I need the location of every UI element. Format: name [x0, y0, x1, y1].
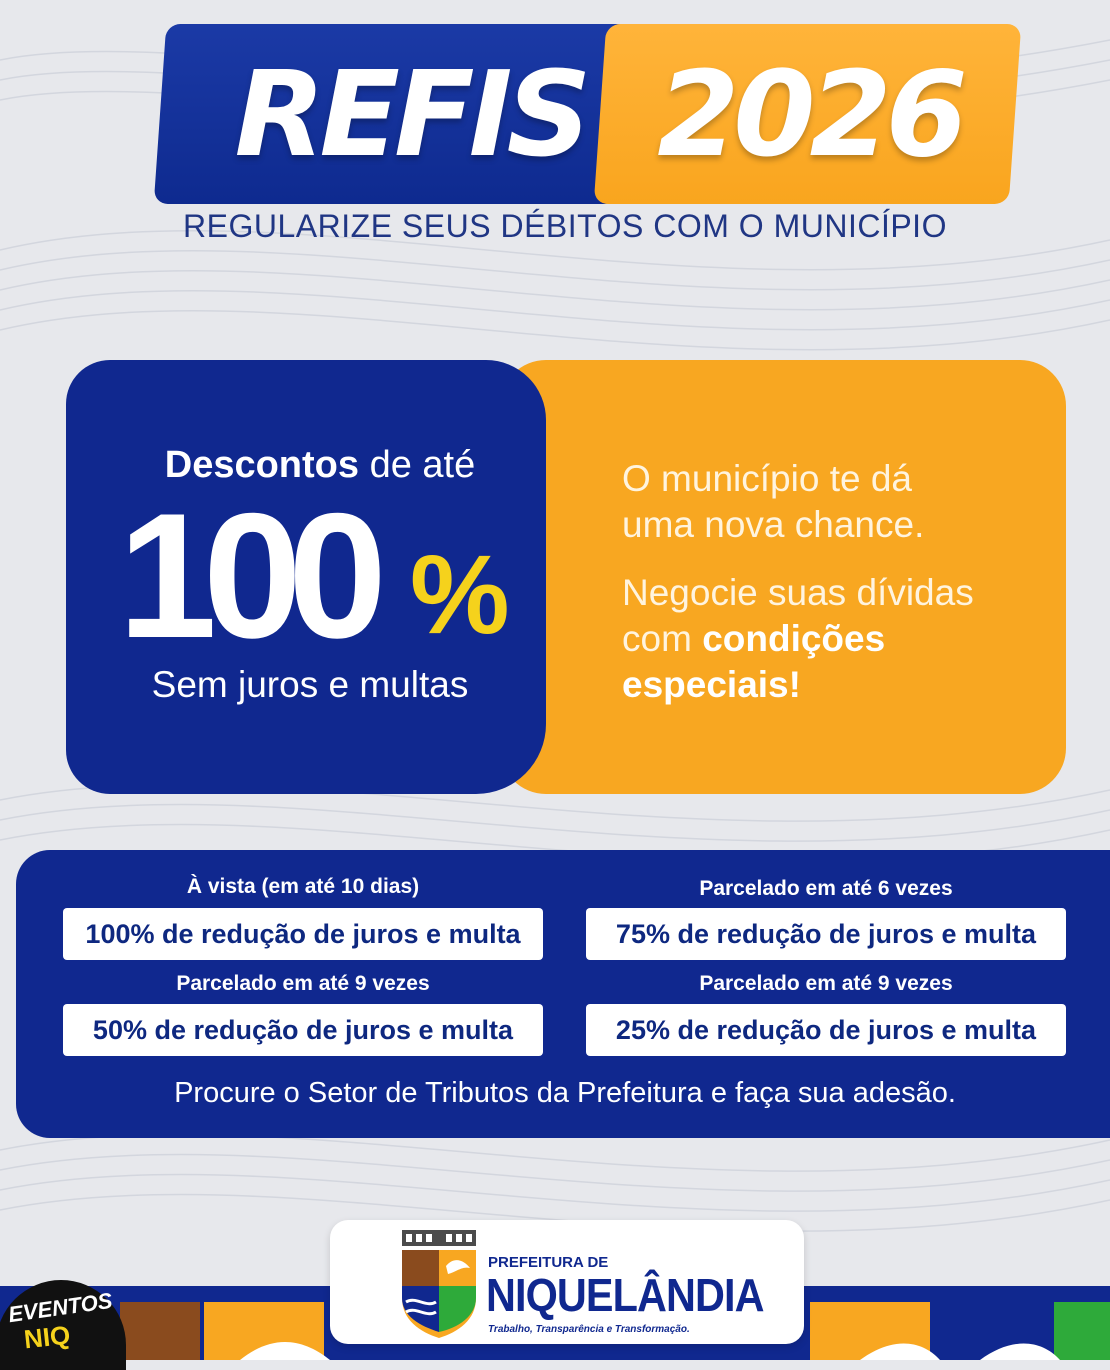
promo-line-1: O município te dá	[622, 458, 912, 499]
eventos-badge-line1: EVENTOS	[6, 1287, 114, 1328]
promo-line-5-bold: especiais!	[622, 664, 801, 705]
condition-heading-4: Parcelado em até 9 vezes	[699, 972, 953, 995]
promo-message-1	[622, 456, 1032, 548]
promo-line-4-regular: com	[622, 618, 703, 659]
discount-percent-sign: %	[410, 532, 510, 657]
condition-value-1: 100% de redução de juros e multa	[63, 908, 543, 960]
title-refis: REFIS	[234, 45, 586, 183]
city-crest-icon	[398, 1226, 480, 1340]
eventos-badge-line2: NIQ	[22, 1319, 72, 1355]
promo-line-3: Negocie suas dívidas	[622, 572, 974, 613]
no-interest-text: Sem juros e multas	[151, 664, 469, 705]
condition-value-2: 75% de redução de juros e multa	[586, 908, 1066, 960]
discount-heading-bold: Descontos	[164, 444, 360, 486]
promo-message-2	[622, 570, 1032, 708]
condition-value-3: 50% de redução de juros e multa	[63, 1004, 543, 1056]
promo-line-4-bold: condições	[702, 618, 886, 659]
promo-line-2: uma nova chance.	[622, 504, 925, 545]
condition-heading-1: À vista (em até 10 dias)	[186, 875, 420, 898]
title-year: 2026	[657, 45, 962, 183]
prefeitura-label: PREFEITURA DE	[488, 1254, 609, 1271]
discount-number: 100	[118, 476, 373, 675]
subtitle: REGULARIZE SEUS DÉBITOS COM O MUNICÍPIO	[183, 208, 947, 244]
promo-line-4	[622, 616, 1032, 662]
adhesion-instruction: Procure o Setor de Tributos da Prefeitura e faça sua adesão.	[174, 1077, 956, 1109]
condition-heading-3: Parcelado em até 9 vezes	[176, 972, 430, 995]
promo-line-5	[622, 662, 1032, 708]
discount-heading-rest: de até	[359, 444, 476, 486]
city-name: NIQUELÂNDIA	[486, 1269, 764, 1321]
city-tagline: Trabalho, Transparência e Transformação.	[488, 1324, 690, 1335]
condition-value-4: 25% de redução de juros e multa	[586, 1004, 1066, 1056]
condition-heading-2: Parcelado em até 6 vezes	[699, 877, 953, 900]
